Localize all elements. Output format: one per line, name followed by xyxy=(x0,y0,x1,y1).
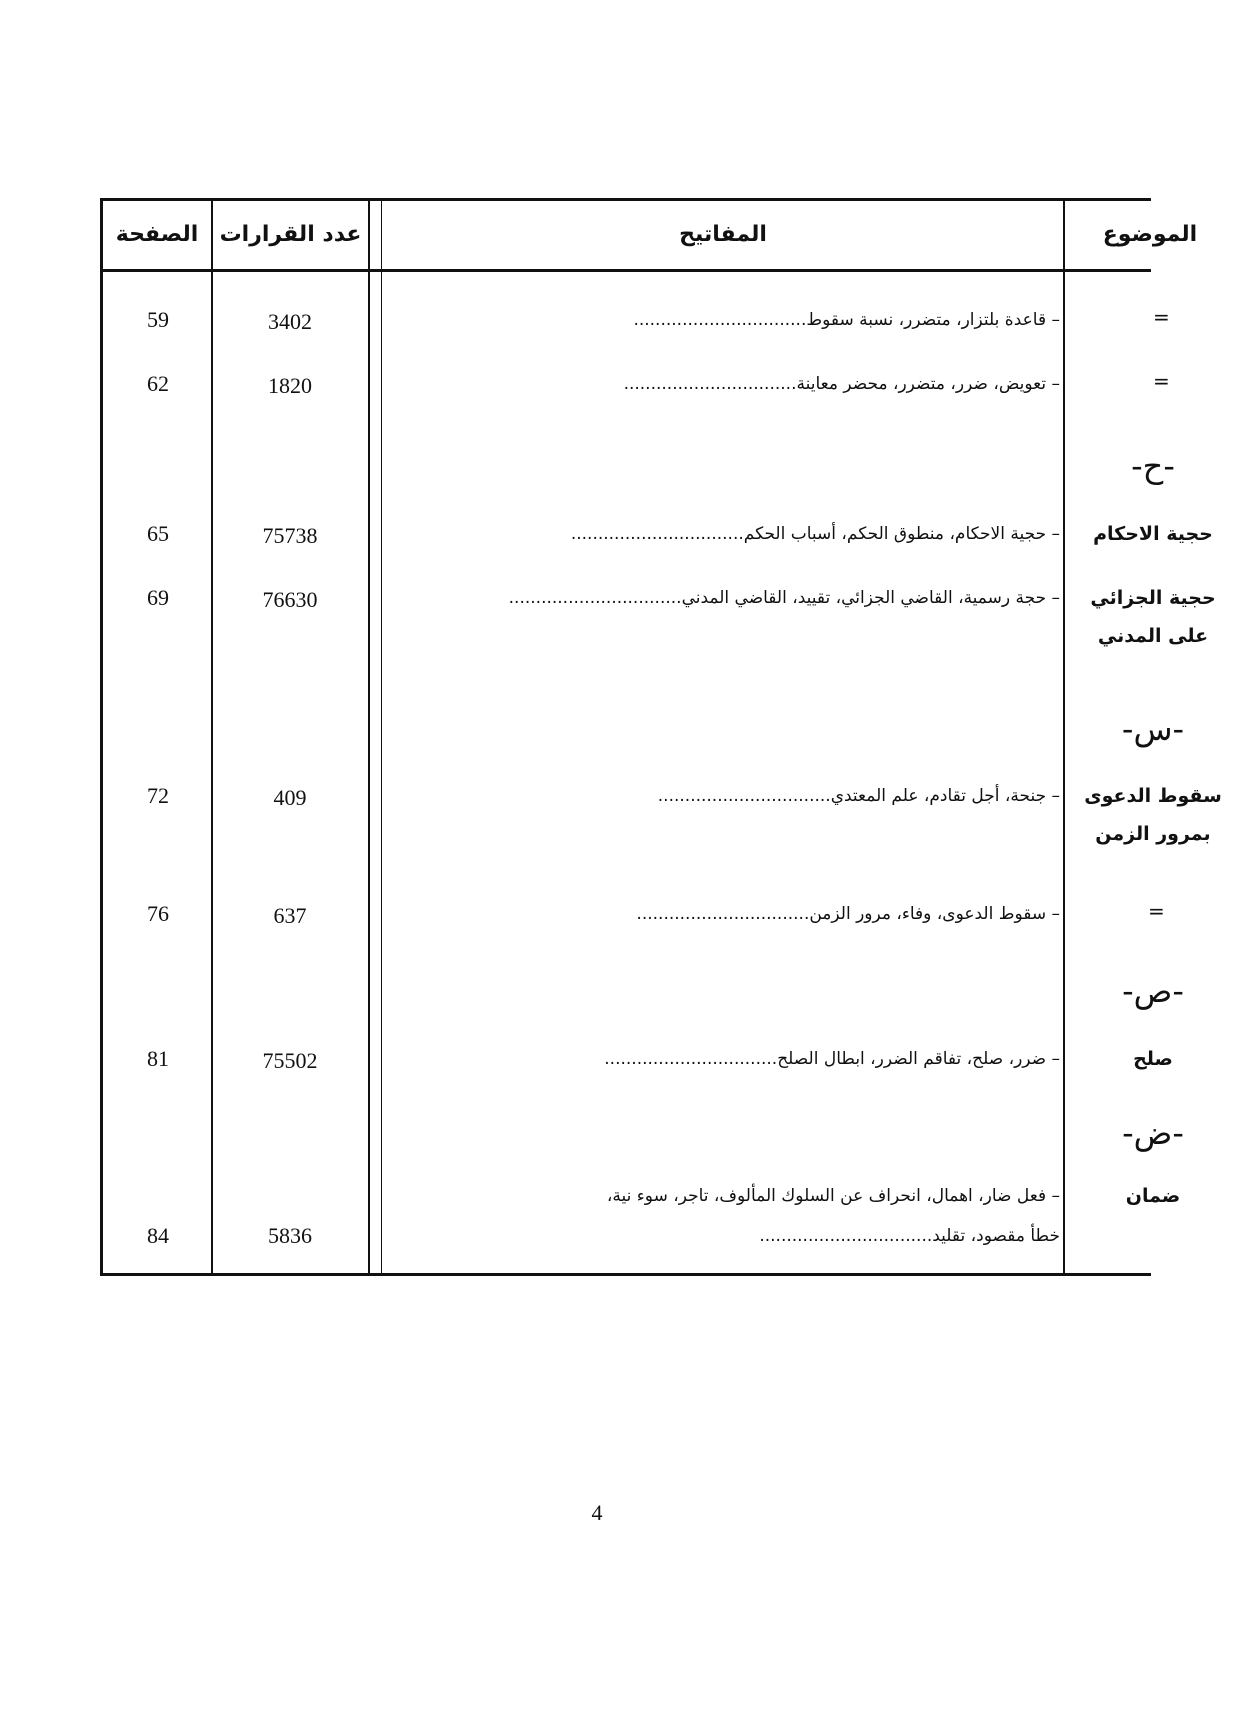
topic-cell: حجية الجزائي على المدني xyxy=(1090,587,1216,647)
topic-cell: صلح xyxy=(1133,1048,1173,1070)
keywords-cell: – جنحة، أجل تقادم، علم المعتدي................................ xyxy=(657,786,1060,806)
decision-count-cell: 76630 xyxy=(262,587,318,612)
page-number-cell: 62 xyxy=(147,371,169,396)
column-divider xyxy=(1063,201,1065,1273)
page-number-cell: 69 xyxy=(147,585,169,610)
decision-count-cell: 75738 xyxy=(262,523,318,548)
page-number-cell: 59 xyxy=(147,307,169,332)
topic-cell: ضمان xyxy=(1125,1185,1181,1207)
decision-count-cell: 75502 xyxy=(262,1048,318,1073)
topic-cell: حجية الاحكام xyxy=(1093,523,1213,545)
keywords-cell: – ضرر، صلح، تفاقم الضرر، ابطال الصلح................................ xyxy=(604,1049,1060,1069)
ditto-mark: = xyxy=(1153,305,1170,329)
ditto-mark: = xyxy=(1148,899,1165,923)
header-topic: الموضوع xyxy=(1102,222,1198,247)
keywords-cell: خطأ مقصود، تقليد................................ xyxy=(759,1226,1060,1246)
column-divider xyxy=(381,201,382,1273)
letter-heading: -ح- xyxy=(1131,447,1175,485)
keywords-cell: – حجة رسمية، القاضي الجزائي، تقييد، القاضي المدني................................ xyxy=(508,588,1060,608)
keywords-cell: – فعل ضار، اهمال، انحراف عن السلوك المألوف، تاجر، سوء نية، xyxy=(606,1186,1060,1206)
page-number-cell: 76 xyxy=(147,901,169,926)
decision-count-cell: 1820 xyxy=(268,373,312,398)
header-count: عدد القرارات xyxy=(219,222,362,247)
header-keys: المفاتيح xyxy=(679,222,767,247)
decision-count-cell: 409 xyxy=(273,785,307,810)
index-table xyxy=(100,198,1222,1276)
page-number-cell: 65 xyxy=(147,521,169,546)
page-number-cell: 84 xyxy=(147,1223,169,1248)
page-number-cell: 81 xyxy=(147,1046,169,1071)
letter-heading: -ض- xyxy=(1122,1114,1184,1152)
header-page: الصفحة xyxy=(115,222,199,247)
letter-heading: -ص- xyxy=(1122,972,1184,1010)
keywords-cell: – تعويض، ضرر، متضرر، محضر معاينة................................ xyxy=(623,374,1060,394)
column-divider xyxy=(368,201,370,1273)
decision-count-cell: 3402 xyxy=(268,309,312,334)
letter-heading: -س- xyxy=(1121,710,1185,748)
decision-count-cell: 637 xyxy=(273,903,307,928)
header-divider xyxy=(103,269,1151,272)
page-number: 4 xyxy=(591,1500,603,1525)
page-number-cell: 72 xyxy=(147,783,169,808)
column-divider xyxy=(211,201,213,1273)
keywords-cell: – قاعدة بلتزار، متضرر، نسبة سقوط................................ xyxy=(633,310,1060,330)
keywords-cell: – حجية الاحكام، منطوق الحكم، أسباب الحكم................................ xyxy=(570,524,1060,544)
decision-count-cell: 5836 xyxy=(268,1223,312,1248)
ditto-mark: = xyxy=(1153,369,1170,393)
topic-cell: سقوط الدعوى بمرور الزمن xyxy=(1084,785,1222,845)
keywords-cell: – سقوط الدعوى، وفاء، مرور الزمن................................ xyxy=(636,904,1060,924)
